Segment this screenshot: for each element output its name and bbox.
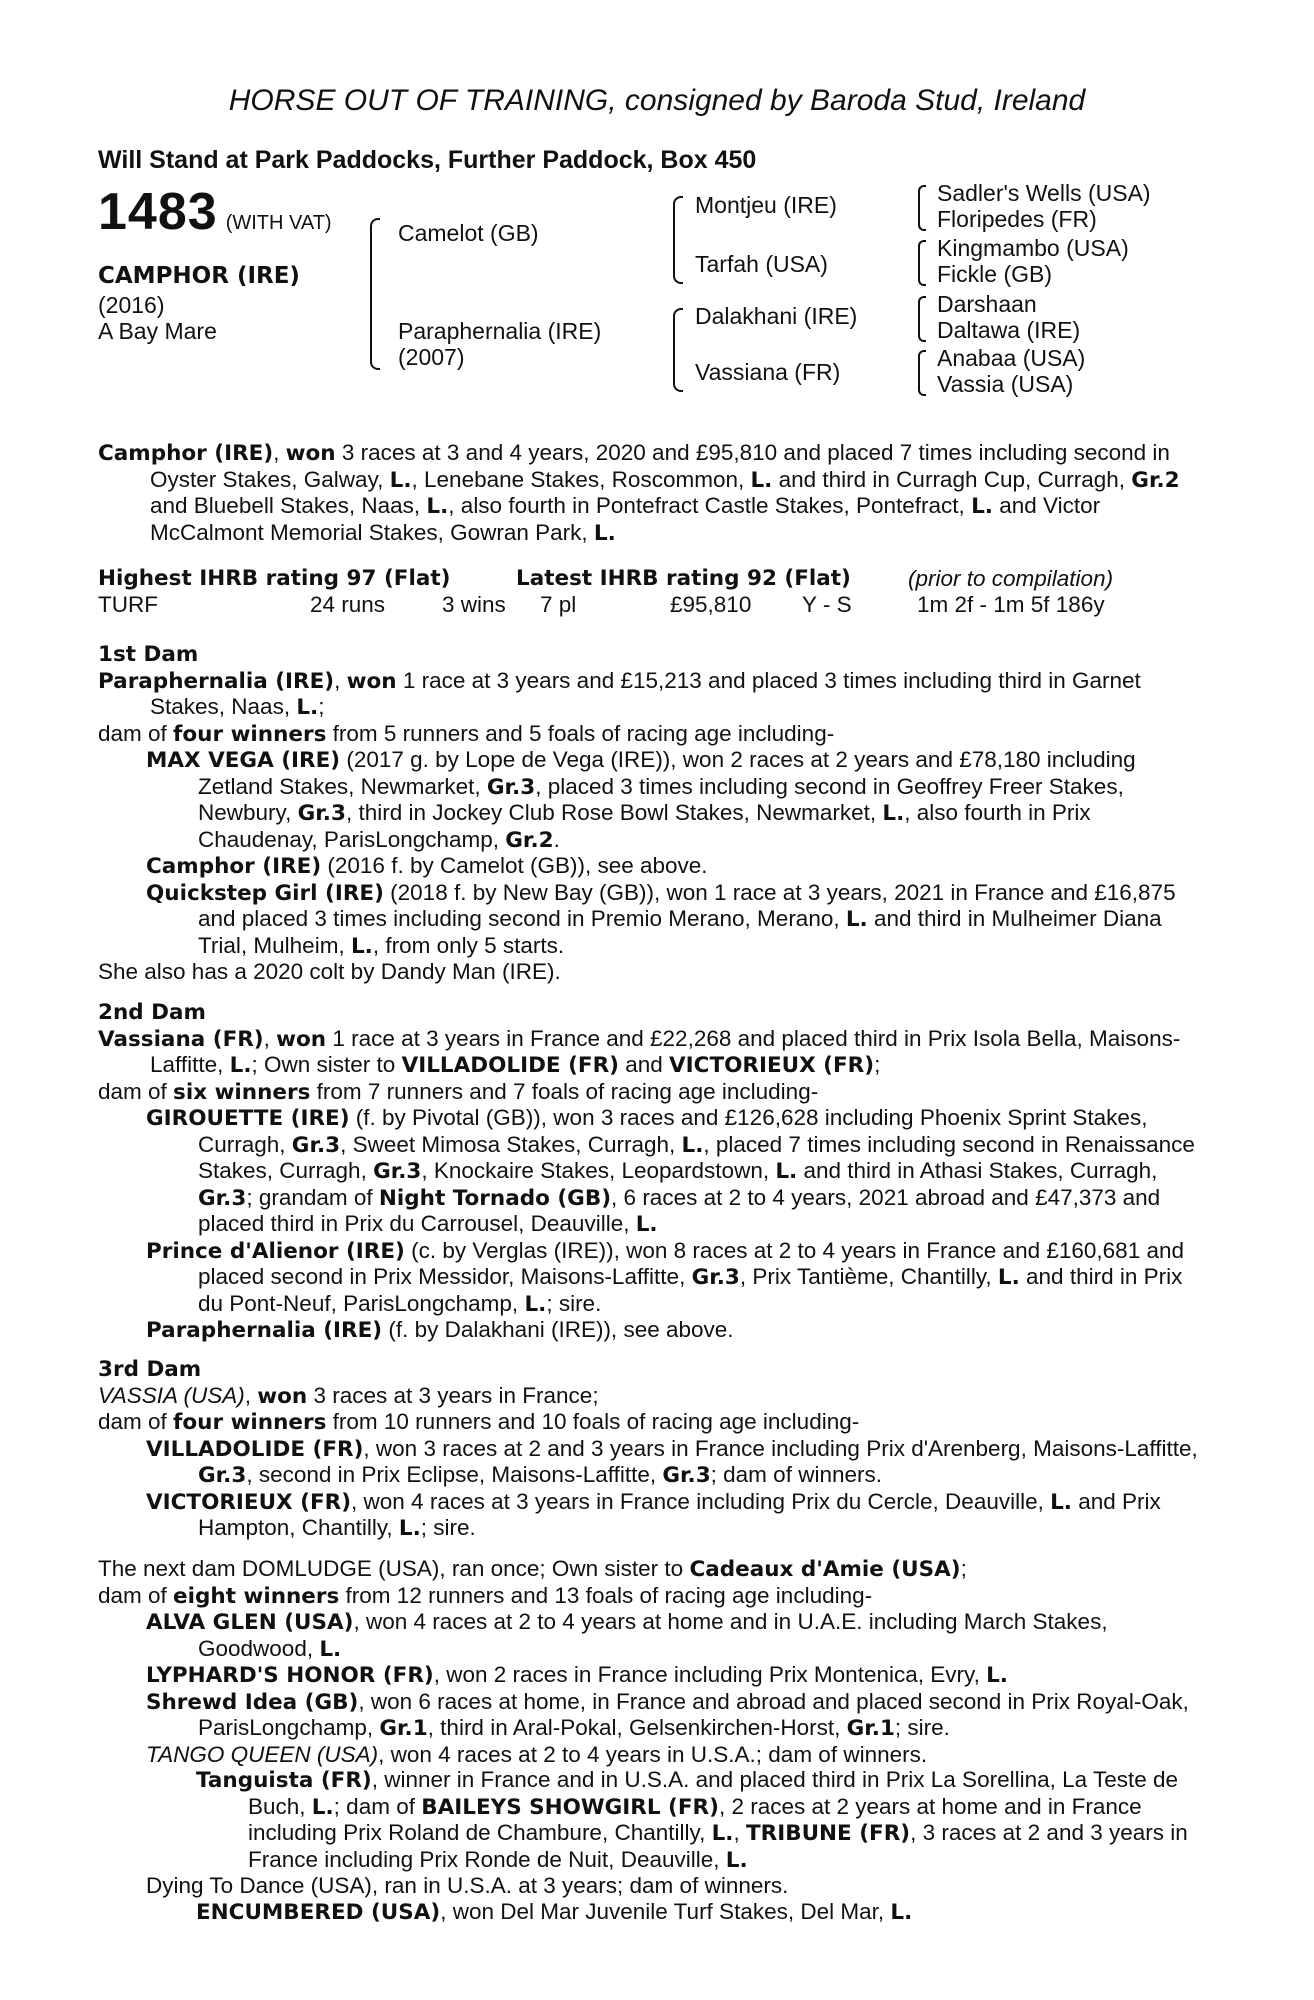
summary-horse-name: Camphor (IRE) — [98, 441, 274, 466]
listed-mark: L. — [635, 1212, 658, 1237]
record-text: 1 race at 3 years and £15,213 and placed 3 times including third in Garnet Stakes, Naas, — [150, 667, 1141, 719]
second-dam-heading: 2nd Dam — [98, 1000, 206, 1025]
winners-count: six winners — [173, 1079, 311, 1105]
dam-name: Paraphernalia (IRE) — [98, 668, 335, 694]
record-text: and — [618, 1052, 670, 1077]
grand-offspring-name: Night Tornado (GB) — [378, 1185, 612, 1211]
stat-wins: 3 wins — [442, 592, 506, 617]
pedigree-g1: Sadler's Wells (USA) — [937, 180, 1151, 206]
group-mark: Gr.3 — [691, 1265, 740, 1290]
record-text: and third in Prix du Pont-Neuf, ParisLongchamp, — [198, 1264, 1183, 1316]
listed-mark: L. — [971, 494, 993, 519]
page-title: HORSE OUT OF TRAINING, consigned by Baroda Stud, Ireland — [228, 84, 1086, 117]
second-dam-produce — [98, 1079, 1208, 1106]
record-text: dam of — [98, 720, 174, 746]
record-text: , won 4 races at 2 to 4 years at home and in U.A.E. including March Stakes, Goodwood, — [198, 1609, 1108, 1661]
offspring-name: Shrewd Idea (GB) — [146, 1689, 359, 1715]
group-mark: Gr.3 — [291, 1132, 341, 1158]
offspring-name: ENCUMBERED (USA) — [196, 1899, 441, 1925]
group-mark: Gr.3 — [297, 801, 346, 826]
record-text: , placed 3 times including second in Geoffrey Freer Stakes, Newbury, — [198, 773, 1124, 825]
record-text: , won 4 races at 3 years in France including Prix du Cercle, Deauville, — [351, 1488, 1051, 1514]
group-mark: Gr.1 — [379, 1716, 428, 1741]
stat-earnings: £95,810 — [670, 592, 752, 617]
ratings-header — [98, 566, 1208, 594]
listed-mark: L. — [1050, 1489, 1072, 1515]
group-mark: Gr.3 — [662, 1463, 711, 1488]
horse-description: A Bay Mare — [98, 318, 217, 344]
listed-mark: L. — [296, 695, 319, 720]
record-text: ; sire. — [546, 1290, 602, 1316]
listed-mark: L. — [890, 1899, 913, 1925]
record-text: , Prix Tantième, Chantilly, — [739, 1264, 998, 1289]
pedigree-sire-dam: Tarfah (USA) — [695, 251, 828, 277]
first-dam-heading: 1st Dam — [98, 642, 199, 667]
pedigree-g8: Vassia (USA) — [937, 371, 1074, 397]
listed-mark: L. — [845, 907, 868, 932]
group-mark: Gr.3 — [486, 774, 536, 800]
offspring-entry — [98, 1489, 1208, 1542]
listed-mark: L. — [426, 494, 449, 519]
offspring-name: MAX VEGA (IRE) — [146, 748, 341, 773]
listed-mark: L. — [593, 520, 616, 546]
record-text: , third in Jockey Club Rose Bowl Stakes, Newmarket, — [345, 800, 883, 825]
next-dam-record — [98, 1556, 1208, 1583]
ratings-stats — [98, 592, 1208, 620]
third-dam-record — [98, 1383, 1208, 1410]
winners-count: four winners — [173, 721, 327, 747]
group-mark: Gr.1 — [846, 1716, 895, 1741]
record-text: ; dam of winners. — [710, 1462, 882, 1487]
dam-name: Vassiana (FR) — [98, 1026, 264, 1052]
record-text: and third in Mulheimer Diana Trial, Mulheim, — [198, 906, 1162, 958]
rating-note: (prior to compilation) — [908, 566, 1114, 591]
listed-mark: L. — [311, 1794, 334, 1820]
summary-text: 3 races at 3 and 4 years, 2020 and £95,810 and placed 7 times including second in Oyster Stakes, Galway, — [150, 440, 1170, 492]
next-dam-produce — [98, 1583, 1208, 1610]
grand-offspring-name: TRIBUNE (FR) — [745, 1821, 911, 1846]
won-label: won — [276, 1026, 327, 1052]
record-text: dam of — [98, 1582, 174, 1608]
offspring-name: Camphor (IRE) — [146, 854, 322, 879]
offspring-entry — [98, 853, 1208, 880]
record-text: (2018 f. by New Bay (GB)), won 1 race at 3 years, 2021 in France and £16,875 and placed 3 times including second in Premio Merano, Merano, — [198, 879, 1176, 931]
record-text: 1 race at 3 years in France and £22,268 and placed third in Prix Isola Bella, Maisons-Laffitte, — [150, 1025, 1181, 1077]
record-text: , Knockaire Stakes, Leopardstown, — [421, 1158, 776, 1183]
record-text: , second in Prix Eclipse, Maisons-Laffitte, — [246, 1462, 663, 1487]
summary-paragraph: Camphor (IRE), won 3 races at 3 and 4 years, 2020 and £95,810 and placed 7 times including second in Oyster Stakes, Galway, L., Lenebane Stakes, Roscommon, L. and third in Curragh Cup, Curragh, Gr.2 and Bluebell Stakes, Naas, L., also fourth in Pontefract Castle Stakes, Pontefract, L. and Victor McCalmont Memorial Stakes, Gowran Park, L. — [98, 440, 1180, 546]
first-dam-record: Paraphernalia (IRE), won 1 race at 3 years and £15,213 and placed 3 times including third in Garnet Stakes, Naas, L.; — [98, 667, 1141, 720]
pedigree-g3: Kingmambo (USA) — [937, 235, 1129, 261]
record-text: from 5 runners and 5 foals of racing age including- — [326, 720, 835, 746]
summary-won: won — [285, 441, 336, 466]
offspring-entry — [98, 1317, 1208, 1344]
pedigree-g5: Darshaan — [937, 291, 1037, 317]
listed-mark: L. — [398, 1516, 421, 1541]
highest-rating: Highest IHRB rating 97 (Flat) — [98, 566, 451, 591]
record-text: ; — [960, 1556, 967, 1581]
dam-name: VASSIA (USA) — [98, 1382, 245, 1408]
offspring-entry — [98, 1105, 1208, 1238]
pedigree-brace-g2 — [918, 240, 926, 286]
record-text: , won 6 races at home, in France and abroad and placed second in Prix Royal-Oak, ParisLongchamp, — [198, 1688, 1189, 1740]
record-text: (2016 f. by Camelot (GB)), see above. — [321, 853, 708, 878]
grand-offspring-name: BAILEYS SHOWGIRL (FR) — [421, 1794, 719, 1820]
offspring-entry — [98, 747, 1208, 853]
record-text: ; — [874, 1052, 881, 1077]
first-dam-produce — [98, 721, 1208, 748]
offspring-entry: Dying To Dance (USA), ran in U.S.A. at 3 years; dam of winners. — [146, 1873, 789, 1898]
record-text: (f. by Pivotal (GB)), won 3 races and £126,628 including Phoenix Sprint Stakes, Curragh, — [198, 1105, 1148, 1157]
listed-mark: L. — [229, 1053, 252, 1078]
listed-mark: L. — [350, 933, 373, 959]
record-text: 3 races at 3 years in France; — [307, 1382, 599, 1408]
summary-text: , Lenebane Stakes, Roscommon, — [411, 466, 751, 492]
record-text: , won 3 races at 2 and 3 years in France including Prix d'Arenberg, Maisons-Laffitte, — [363, 1435, 1198, 1461]
offspring-name: VICTORIEUX (FR) — [146, 1489, 352, 1515]
record-text: and third in Athasi Stakes, Curragh, — [797, 1158, 1158, 1183]
record-text: (c. by Verglas (IRE)), won 8 races at 2 to 4 years in France and £160,681 and placed second in Prix Messidor, Maisons-Laffitte, — [198, 1237, 1185, 1289]
record-text: ; dam of — [333, 1793, 422, 1819]
listed-mark: L. — [681, 1132, 704, 1158]
record-text: , won 4 races at 2 to 4 years in U.S.A.; dam of winners. — [378, 1741, 928, 1767]
record-text: from 12 runners and 13 foals of racing age including- — [339, 1582, 873, 1608]
listed-mark: L. — [750, 467, 773, 493]
listed-mark: L. — [882, 801, 905, 826]
pedigree-dam-dam: Vassiana (FR) — [695, 359, 841, 385]
stat-runs: 24 runs — [310, 592, 386, 617]
listed-mark: L. — [725, 1847, 748, 1873]
offspring-entry — [98, 1609, 1208, 1662]
record-text: ; grandam of — [246, 1184, 379, 1210]
record-text: from 7 runners and 7 foals of racing age including- — [310, 1078, 819, 1104]
record-text: . — [553, 826, 560, 852]
record-text: ; Own sister to — [251, 1052, 402, 1077]
offspring-name: Prince d'Alienor (IRE) — [146, 1238, 405, 1264]
record-text: from 10 runners and 10 foals of racing age including- — [326, 1409, 860, 1434]
record-text: and Prix Hampton, Chantilly, — [198, 1488, 1161, 1540]
record-text: , — [244, 1382, 258, 1408]
offspring-name: VILLADOLIDE (FR) — [146, 1436, 364, 1462]
pedigree-g2: Floripedes (FR) — [937, 206, 1097, 232]
lot-number-value: 1483 — [98, 183, 218, 241]
record-text: , won 2 races in France including Prix Montenica, Evry, — [433, 1662, 987, 1687]
listed-mark: L. — [319, 1636, 342, 1662]
summary-text: , also fourth in Pontefract Castle Stakes, Pontefract, — [448, 493, 972, 518]
pedigree-sire-sire: Montjeu (IRE) — [695, 192, 837, 218]
record-text: ; sire. — [420, 1515, 476, 1540]
listed-mark: L. — [711, 1821, 734, 1846]
record-text: , 6 races at 2 to 4 years, 2021 abroad and £47,373 and placed third in Prix du Carrousel, Deauville, — [198, 1184, 1161, 1236]
listed-mark: L. — [524, 1291, 547, 1317]
summary-text: and Bluebell Stakes, Naas, — [150, 493, 427, 518]
record-text: , 3 races at 2 and 3 years in France including Prix Ronde de Nuit, Deauville, — [248, 1820, 1188, 1872]
pedigree-dam-year: (2007) — [398, 344, 465, 370]
group-mark: Gr.3 — [198, 1185, 247, 1211]
offspring-name: Tanguista (FR) — [196, 1768, 372, 1793]
record-text: , also fourth in Prix Chaudenay, ParisLongchamp, — [198, 800, 1091, 852]
stand-location: Will Stand at Park Paddocks, Further Paddock, Box 450 — [98, 146, 757, 174]
second-dam-record: Vassiana (FR), won 1 race at 3 years in France and £22,268 and placed third in Prix Isola Bella, Maisons-Laffitte, L.; Own sister to VILLADOLIDE (FR) and VICTORIEUX (FR); — [98, 1025, 1181, 1078]
stat-placed: 7 pl — [540, 592, 577, 617]
listed-mark: L. — [986, 1663, 1008, 1688]
first-dam-note: She also has a 2020 colt by Dandy Man (IRE). — [98, 959, 561, 984]
won-label: won — [346, 668, 397, 694]
listed-mark: L. — [389, 467, 412, 493]
grand-offspring-entry — [98, 1899, 1208, 1926]
offspring-entry — [98, 1742, 1208, 1768]
next-dam-section — [98, 1556, 1208, 1925]
offspring-name: LYPHARD'S HONOR (FR) — [146, 1663, 434, 1688]
sibling-name: VILLADOLIDE (FR) — [401, 1053, 619, 1078]
offspring-name: Paraphernalia (IRE) — [146, 1318, 383, 1343]
stat-distance: 1m 2f - 1m 5f 186y — [917, 592, 1105, 617]
record-text: ; sire. — [894, 1715, 950, 1740]
grand-offspring-entry — [98, 1767, 1208, 1873]
record-text: (2017 g. by Lope de Vega (IRE)), won 2 races at 2 years and £78,180 including Zetland Stakes, Newmarket, — [198, 747, 1136, 799]
pedigree-brace-sire — [673, 196, 683, 284]
offspring-entry — [98, 1662, 1208, 1689]
winners-count: four winners — [173, 1410, 327, 1435]
record-text: , placed 7 times including second in Renaissance Stakes, Curragh, — [198, 1131, 1195, 1183]
stat-going: Y - S — [802, 592, 852, 617]
winners-count: eight winners — [173, 1583, 340, 1609]
first-dam-section — [98, 642, 1208, 985]
pedigree-brace-g1 — [918, 185, 926, 231]
pedigree-g7: Anabaa (USA) — [937, 345, 1086, 371]
record-text: dam of — [98, 1409, 174, 1434]
record-text: , won Del Mar Juvenile Turf Stakes, Del Mar, — [440, 1898, 891, 1924]
summary-text: and Victor McCalmont Memorial Stakes, Gowran Park, — [150, 493, 1101, 545]
offspring-name: TANGO QUEEN (USA) — [146, 1741, 379, 1767]
race-summary — [98, 440, 1208, 546]
offspring-name: ALVA GLEN (USA) — [146, 1610, 354, 1635]
horse-name: CAMPHOR (IRE) — [98, 263, 300, 289]
group-mark: Gr.3 — [198, 1463, 247, 1488]
offspring-entry — [98, 1238, 1208, 1318]
record-text: ; — [318, 694, 325, 719]
offspring-entry — [98, 1436, 1208, 1489]
third-dam-section — [98, 1357, 1208, 1542]
pedigree-g6: Daltawa (IRE) — [937, 317, 1081, 343]
offspring-entry — [98, 1689, 1208, 1742]
offspring-entry — [98, 880, 1208, 960]
lot-number — [98, 182, 332, 242]
listed-mark: L. — [775, 1159, 798, 1184]
latest-rating: Latest IHRB rating 92 (Flat) — [516, 566, 851, 591]
second-dam-section — [98, 1000, 1208, 1344]
record-text: dam of — [98, 1078, 174, 1104]
sibling-name: Cadeaux d'Amie (USA) — [689, 1557, 961, 1582]
record-text: , — [733, 1820, 746, 1845]
record-text: , third in Aral-Pokal, Gelsenkirchen-Horst, — [427, 1715, 847, 1740]
offspring-name: GIROUETTE (IRE) — [146, 1106, 350, 1131]
third-dam-produce — [98, 1409, 1208, 1436]
record-text: The next dam DOMLUDGE (USA), ran once; Own sister to — [98, 1556, 690, 1581]
horse-year: (2016) — [98, 292, 165, 318]
vat-note: (WITH VAT) — [225, 212, 332, 234]
pedigree-brace-dam — [673, 308, 683, 392]
won-label: won — [257, 1383, 308, 1409]
pedigree-brace-main — [370, 218, 380, 370]
record-text: , 2 races at 2 years at home and in France including Prix Roland de Chambure, Chantilly, — [248, 1793, 1142, 1845]
third-dam-heading: 3rd Dam — [98, 1357, 202, 1382]
listed-mark: L. — [997, 1265, 1020, 1290]
pedigree-dam: Paraphernalia (IRE) — [398, 318, 602, 344]
sibling-name: VICTORIEUX (FR) — [669, 1053, 875, 1078]
record-text: , Sweet Mimosa Stakes, Curragh, — [340, 1131, 682, 1157]
pedigree-brace-g3 — [918, 296, 926, 342]
pedigree-g4: Fickle (GB) — [937, 261, 1052, 287]
record-text: (f. by Dalakhani (IRE)), see above. — [382, 1317, 734, 1342]
pedigree-brace-g4 — [918, 350, 926, 396]
group-mark: Gr.2 — [505, 827, 554, 853]
group-mark: Gr.3 — [373, 1159, 422, 1184]
pedigree-sire: Camelot (GB) — [398, 220, 539, 246]
offspring-name: Quickstep Girl (IRE) — [146, 880, 384, 906]
stat-surface: TURF — [98, 592, 158, 617]
group-mark: Gr.2 — [1131, 467, 1180, 493]
record-text: , from only 5 starts. — [372, 932, 565, 958]
record-text: , winner in France and in U.S.A. and placed third in Prix La Sorellina, La Teste de Buch, — [248, 1767, 1179, 1819]
pedigree-dam-sire: Dalakhani (IRE) — [695, 303, 858, 329]
summary-text: and third in Curragh Cup, Curragh, — [772, 466, 1132, 492]
